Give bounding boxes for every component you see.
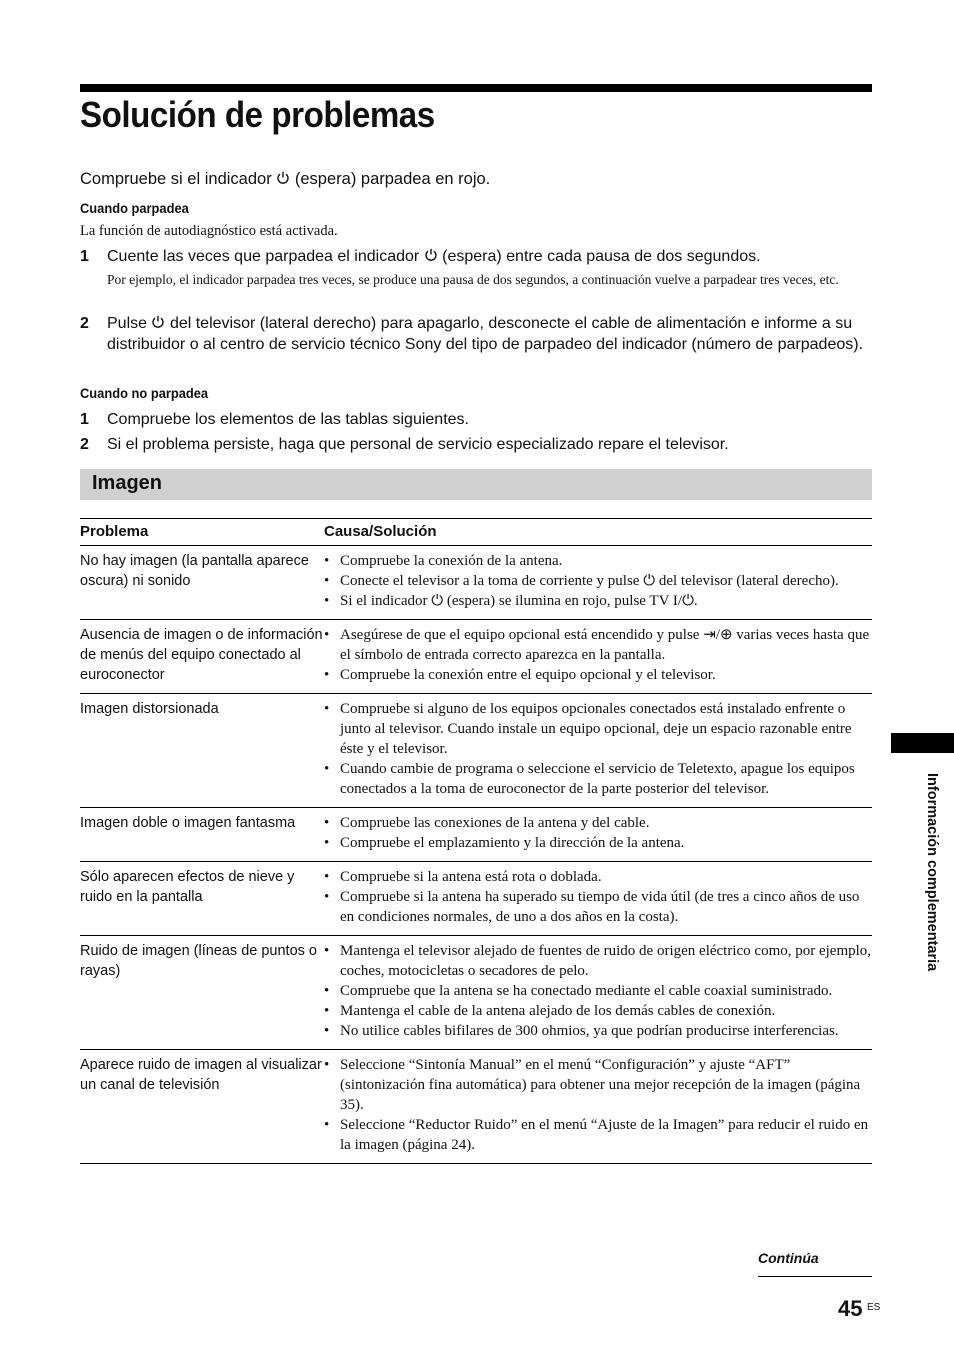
table-row: [80, 620, 872, 694]
cause-item: • Compruebe el emplazamiento y la dirección de la antena.: [324, 833, 872, 853]
not-blinking-heading: Cuando no parpadea: [80, 385, 209, 401]
step-number: 1: [80, 411, 89, 428]
cause-item: • Seleccione “Sintonía Manual” en el menú “Configuración” y ajuste “AFT” (sintonización fina automática) para obtener una mejor recepción de la imagen (página 35).: [324, 1055, 872, 1115]
cause-cell: [324, 620, 872, 694]
step-text-after: (espera) entre cada pausa de dos segundos.: [442, 248, 761, 265]
power-standby-icon: [151, 315, 165, 329]
cause-cell: [324, 546, 872, 620]
side-tab-marker: [891, 733, 954, 753]
cause-item: • Mantenga el televisor alejado de fuentes de ruido de origen eléctrico como, por ejemplo, coches, motocicletas o secadores de pelo.: [324, 941, 872, 981]
step-text: [107, 246, 872, 267]
column-header-cause: Causa/Solución: [324, 519, 872, 546]
power-standby-icon: [276, 171, 290, 185]
step-text-before: Pulse: [107, 315, 148, 332]
step-text: [107, 313, 872, 355]
cause-item: • Mantenga el cable de la antena alejado de los demás cables de conexión.: [324, 1001, 872, 1021]
cause-cell: [324, 1050, 872, 1164]
cause-item: • Cuando cambie de programa o seleccione el servicio de Teletexto, apague los equipos conectados a la toma de euroconector de la parte posterior del televisor.: [324, 759, 872, 799]
step-text-before: Cuente las veces que parpadea el indicador: [107, 248, 420, 265]
table-header-row: [80, 519, 872, 546]
table-row: [80, 1050, 872, 1164]
step-number: 2: [80, 315, 89, 332]
problem-cell: Sólo aparecen efectos de nieve y ruido en la pantalla: [80, 862, 324, 936]
page-title: Solución de problemas: [80, 94, 435, 135]
step-number: 1: [80, 248, 89, 265]
problem-cell: No hay imagen (la pantalla aparece oscura) ni sonido: [80, 546, 324, 620]
section-title: Imagen: [92, 472, 163, 494]
troubleshooting-table: [80, 518, 872, 1164]
cause-item: • Compruebe la conexión entre el equipo opcional y el televisor.: [324, 665, 872, 685]
blinking-heading: Cuando parpadea: [80, 200, 189, 216]
cause-item: • Si el indicador ⏻ (espera) se ilumina en rojo, pulse TV I/⏻.: [324, 591, 872, 611]
cause-item: • Compruebe que la antena se ha conectado mediante el cable coaxial suministrado.: [324, 981, 872, 1001]
problem-cell: Imagen doble o imagen fantasma: [80, 808, 324, 862]
cause-item: • Conecte el televisor a la toma de corriente y pulse ⏻ del televisor (lateral derecho).: [324, 571, 872, 591]
cause-item: • Compruebe la conexión de la antena.: [324, 551, 872, 571]
side-tab-label: Información complementaria: [924, 773, 940, 972]
page-language: ES: [867, 1302, 881, 1313]
lead-text-before: Compruebe si el indicador: [80, 170, 272, 188]
blinking-step-1-example: Por ejemplo, el indicador parpadea tres veces, se produce una pausa de dos segundos, a continuación vuelve a parpadear tres veces, etc.: [107, 272, 839, 287]
cause-cell: [324, 862, 872, 936]
table-row: [80, 936, 872, 1050]
cause-cell: [324, 936, 872, 1050]
step-text: Si el problema persiste, haga que personal de servicio especializado repare el televisor.: [107, 436, 729, 453]
power-standby-icon: [424, 248, 438, 262]
problem-cell: Ruido de imagen (líneas de puntos o rayas): [80, 936, 324, 1050]
problem-cell: Imagen distorsionada: [80, 694, 324, 808]
table-row: [80, 694, 872, 808]
continues-rule: [758, 1276, 872, 1277]
step-number: 2: [80, 436, 89, 453]
table-row: [80, 546, 872, 620]
table-row: [80, 808, 872, 862]
problem-cell: Ausencia de imagen o de información de menús del equipo conectado al euroconector: [80, 620, 324, 694]
table-row: [80, 862, 872, 936]
cause-item: • Compruebe si alguno de los equipos opcionales conectados está instalado enfrente o junto al televisor. Cuando instale un equipo opcional, deje un espacio razonable entre éste y el televisor.: [324, 699, 872, 759]
column-header-problem: Problema: [80, 519, 324, 546]
lead-text-after: (espera) parpadea en rojo.: [294, 170, 491, 188]
step-text-after: del televisor (lateral derecho) para apagarlo, desconecte el cable de alimentación e informe a su distribuidor o al centro de servicio técnico Sony del tipo de parpadeo del indicador (número de parpadeos).: [107, 315, 864, 353]
title-rule: [80, 84, 872, 92]
lead-paragraph: [80, 170, 490, 189]
continues-label: Continúa: [758, 1250, 819, 1266]
section-header-imagen: [80, 469, 872, 500]
blinking-note: La función de autodiagnóstico está activada.: [80, 223, 338, 239]
cause-cell: [324, 808, 872, 862]
cause-item: • Seleccione “Reductor Ruido” en el menú “Ajuste de la Imagen” para reducir el ruido en la imagen (página 24).: [324, 1115, 872, 1155]
cause-item: • Compruebe las conexiones de la antena y del cable.: [324, 813, 872, 833]
step-text: Compruebe los elementos de las tablas siguientes.: [107, 411, 469, 428]
page-number: 45: [838, 1296, 863, 1321]
problem-cell: Aparece ruido de imagen al visualizar un canal de televisión: [80, 1050, 324, 1164]
cause-item: • Compruebe si la antena ha superado su tiempo de vida útil (de tres a cinco años de uso en condiciones normales, de uno a dos años en la costa).: [324, 887, 872, 927]
cause-item: • Compruebe si la antena está rota o doblada.: [324, 867, 872, 887]
cause-item: • Asegúrese de que el equipo opcional está encendido y pulse ⇥/⊕ varias veces hasta que el símbolo de entrada correcto aparezca en la pantalla.: [324, 625, 872, 665]
cause-cell: [324, 694, 872, 808]
cause-item: • No utilice cables bifilares de 300 ohmios, ya que podrían producirse interferencias.: [324, 1021, 872, 1041]
